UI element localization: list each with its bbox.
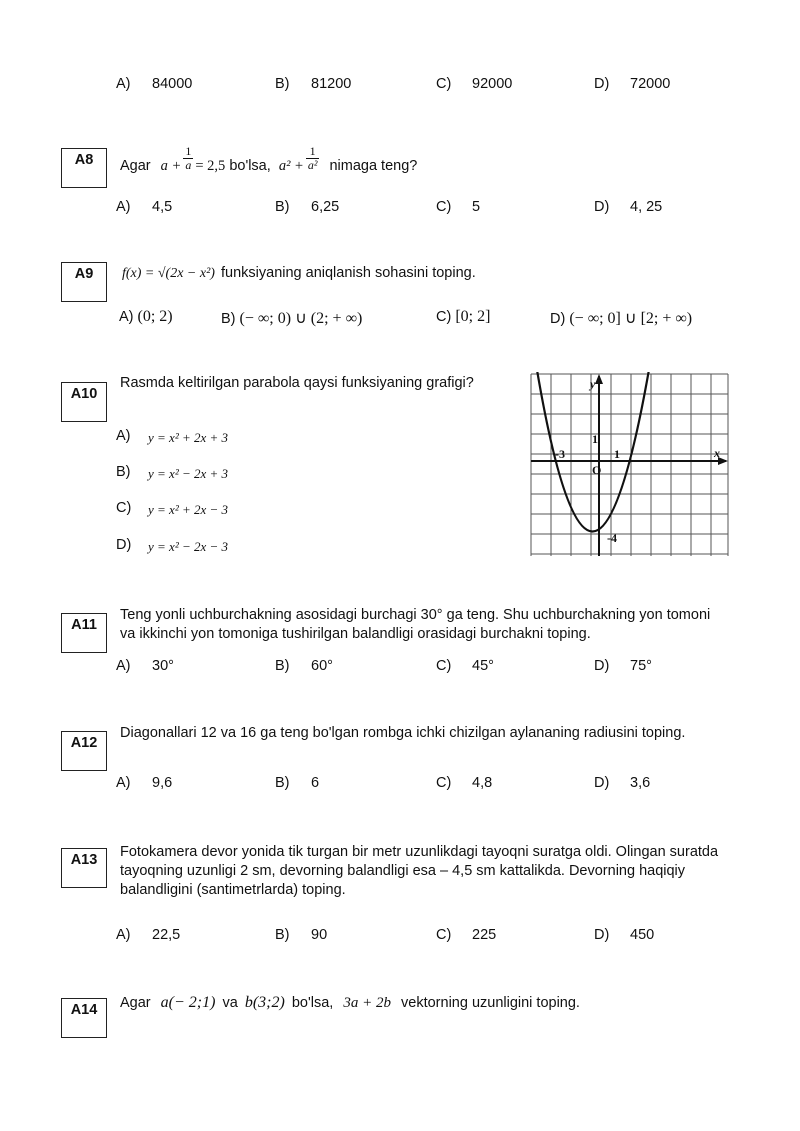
option-letter: A)	[116, 428, 131, 444]
a14-tail-text: vektorning uzunligini toping.	[401, 995, 580, 1011]
option-letter: A)	[116, 775, 131, 791]
a7-option-c[interactable]	[436, 76, 512, 92]
a8-expr1-lhs: a +	[160, 158, 182, 175]
option-value: 60°	[311, 658, 333, 674]
bolsa-text: bo'lsa,	[291, 995, 334, 1011]
a11-option-b[interactable]	[275, 658, 333, 674]
option-letter: C)	[436, 76, 452, 92]
a10-question-text: Rasmda keltirilgan parabola qaysi funksiyaning grafigi?	[120, 375, 474, 391]
option-letter: C)	[436, 658, 452, 674]
option-letter: B)	[275, 76, 290, 92]
a11-question-text	[120, 606, 740, 644]
a12-option-a[interactable]	[116, 775, 172, 791]
option-letter: D)	[116, 537, 132, 553]
option-letter: B)	[275, 199, 290, 215]
a8-fraction-1	[183, 145, 193, 172]
a9-formula: f(x) = √(2x − x²)	[122, 266, 215, 281]
option-letter: D)	[594, 927, 610, 943]
option-letter: B)	[221, 311, 236, 327]
a8-option-d[interactable]	[594, 199, 662, 215]
option-letter: C)	[436, 775, 452, 791]
option-letter: B)	[275, 775, 290, 791]
a11-option-d[interactable]	[594, 658, 652, 674]
option-formula: y = x² − 2x + 3	[148, 466, 229, 481]
option-letter: C)	[436, 309, 452, 325]
a8-option-a[interactable]	[116, 199, 172, 215]
a12-option-b[interactable]	[275, 775, 319, 791]
option-value: 75°	[630, 658, 652, 674]
frac-denominator: a	[185, 158, 192, 172]
a9-option-d[interactable]	[550, 308, 692, 328]
a13-question-text	[120, 843, 740, 900]
option-value: 30°	[152, 658, 174, 674]
va-text: va	[222, 995, 238, 1011]
a13-option-b[interactable]	[275, 927, 327, 943]
a7-option-d[interactable]	[594, 76, 670, 92]
option-letter: B)	[275, 658, 290, 674]
option-letter: A)	[116, 76, 131, 92]
option-value: 450	[630, 927, 655, 943]
option-formula: y = x² + 2x − 3	[148, 502, 229, 517]
a12-option-c[interactable]	[436, 775, 492, 791]
a10-option-c[interactable]	[116, 500, 229, 517]
vector-a: a(− 2;1)	[160, 994, 216, 1011]
tick-label-neg4: -4	[607, 531, 617, 545]
a13-option-a[interactable]	[116, 927, 180, 943]
a12-question-text: Diagonallari 12 va 16 ga teng bo'lgan rombga ichki chizilgan aylananing radiusini toping.	[120, 725, 686, 741]
origin-label: O	[592, 463, 602, 477]
option-letter: B)	[116, 464, 131, 480]
a8-option-c[interactable]	[436, 199, 480, 215]
option-value: (− ∞; 0] ∪ [2; + ∞)	[569, 310, 693, 327]
a12-option-d[interactable]	[594, 775, 650, 791]
x-axis-label: x	[714, 446, 720, 460]
a10-option-d[interactable]	[116, 537, 229, 554]
frac-numerator: 1	[185, 144, 192, 158]
agar-text: Agar	[120, 158, 151, 175]
option-letter: D)	[594, 658, 610, 674]
question-number-a14: A14	[61, 998, 107, 1038]
option-value: 6	[311, 775, 320, 791]
tick-label-1-x: 1	[614, 447, 620, 461]
a11-option-c[interactable]	[436, 658, 494, 674]
vector-b: b(3;2)	[244, 994, 285, 1011]
a8-question-text	[120, 145, 417, 181]
a9-option-b[interactable]	[221, 308, 362, 328]
a10-option-b[interactable]	[116, 464, 229, 481]
option-value: 3,6	[630, 775, 651, 791]
option-value: 6,25	[311, 199, 340, 215]
option-value: [0; 2]	[455, 308, 491, 325]
option-letter: A)	[116, 199, 131, 215]
a8-option-b[interactable]	[275, 199, 339, 215]
option-value: 92000	[472, 76, 513, 92]
option-value: 81200	[311, 76, 352, 92]
a10-option-a[interactable]	[116, 428, 229, 445]
option-value: 84000	[152, 76, 193, 92]
a7-option-a[interactable]	[116, 76, 192, 92]
option-letter: A)	[116, 658, 131, 674]
option-letter: C)	[436, 199, 452, 215]
y-axis-arrow-icon	[595, 374, 603, 384]
option-value: 90	[311, 927, 328, 943]
option-letter: D)	[594, 775, 610, 791]
option-value: 45°	[472, 658, 494, 674]
a13-line-2: tayoqning uzunligi 2 sm, devorning balandligi esa – 4,5 sm kattalikda. Devorning haqiqiy	[120, 863, 686, 879]
a13-option-c[interactable]	[436, 927, 496, 943]
agar-text: Agar	[120, 995, 151, 1011]
a8-tail-text: nimaga teng?	[329, 158, 418, 175]
option-value: (0; 2)	[137, 308, 173, 325]
option-value: 4, 25	[630, 199, 663, 215]
a13-line-3: balandligini (santimetrlarda) toping.	[120, 882, 346, 898]
question-number-a12: A12	[61, 731, 107, 771]
option-value: 9,6	[152, 775, 173, 791]
option-formula: y = x² + 2x + 3	[148, 430, 229, 445]
option-formula: y = x² − 2x − 3	[148, 539, 229, 554]
bolsa-text: bo'lsa,	[229, 158, 271, 175]
option-letter: C)	[116, 500, 132, 516]
tick-label-neg3: -3	[555, 447, 565, 461]
option-value: (− ∞; 0) ∪ (2; + ∞)	[239, 310, 363, 327]
option-value: 225	[472, 927, 497, 943]
option-letter: D)	[594, 76, 610, 92]
a13-option-d[interactable]	[594, 927, 654, 943]
a9-question-text	[122, 265, 476, 282]
a11-line-2: va ikkinchi yon tomoniga tushirilgan balandligi orasidagi burchakni toping.	[120, 626, 591, 642]
parabola-graph	[528, 372, 730, 558]
a14-question-text	[120, 994, 580, 1012]
option-value: 5	[472, 199, 481, 215]
a11-option-a[interactable]	[116, 658, 174, 674]
a9-option-c[interactable]	[436, 308, 490, 326]
a8-fraction-2	[306, 145, 320, 172]
question-number-a13: A13	[61, 848, 107, 888]
option-letter: D)	[550, 311, 566, 327]
option-letter: A)	[119, 309, 134, 325]
frac-numerator: 1	[306, 145, 320, 159]
option-letter: C)	[436, 927, 452, 943]
a11-line-1: Teng yonli uchburchakning asosidagi burchagi 30° ga teng. Shu uchburchakning yon tomoni	[120, 607, 711, 623]
option-value: 4,8	[472, 775, 493, 791]
option-letter: B)	[275, 927, 290, 943]
frac-denominator: a²	[307, 158, 318, 172]
option-letter: D)	[594, 199, 610, 215]
a9-option-a[interactable]	[119, 308, 173, 326]
y-axis-label: y	[590, 377, 596, 391]
a8-expr2-lhs: a² +	[278, 158, 304, 175]
option-value: 4,5	[152, 199, 173, 215]
a9-text: funksiyaning aniqlanish sohasini toping.	[221, 265, 476, 281]
a13-line-1: Fotokamera devor yonida tik turgan bir metr uzunlikdagi tayoqni suratga oldi. Olingan suratda	[120, 844, 719, 860]
a8-expr1-rhs: = 2,5	[195, 158, 226, 175]
question-number-a11: A11	[61, 613, 107, 653]
option-letter: A)	[116, 927, 131, 943]
tick-label-1-y: 1	[592, 432, 598, 446]
option-value: 72000	[630, 76, 671, 92]
question-number-a8: A8	[61, 148, 107, 188]
question-number-a10: A10	[61, 382, 107, 422]
question-number-a9: A9	[61, 262, 107, 302]
option-value: 22,5	[152, 927, 181, 943]
parabola-curve	[535, 372, 651, 532]
vector-expression: 3a + 2b	[343, 995, 391, 1011]
a7-option-b[interactable]	[275, 76, 351, 92]
